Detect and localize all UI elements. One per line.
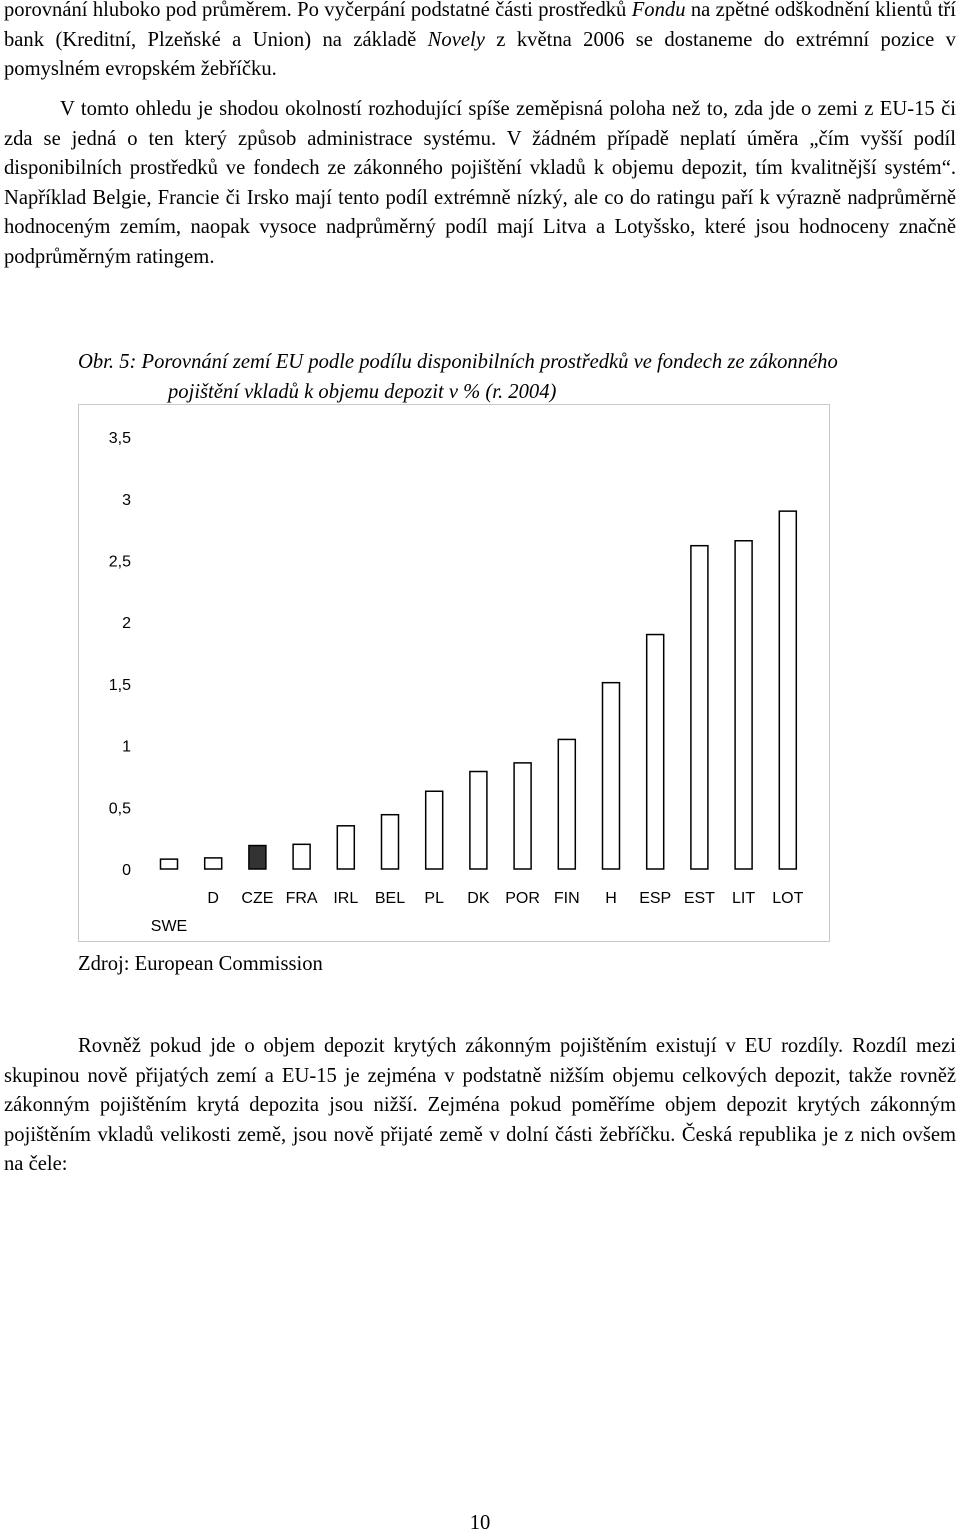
bar-fin — [558, 739, 575, 869]
x-tick-label-est: EST — [683, 890, 715, 907]
bar-por — [514, 763, 531, 869]
x-tick-label-pl: PL — [424, 890, 444, 907]
y-tick-label: 1 — [122, 738, 131, 756]
bar-chart-canvas — [79, 405, 830, 942]
x-tick-label-swe: SWE — [150, 918, 188, 935]
bar-cze — [249, 846, 266, 869]
para1-text-1: porovnání hluboko pod průměrem. Po vyčerpání podstatné části prostředků — [4, 0, 632, 21]
x-tick-label-h: H — [605, 890, 617, 907]
paragraph-intro — [4, 0, 956, 85]
bar-d — [205, 858, 222, 869]
bar-pl — [426, 791, 443, 869]
bar-h — [603, 683, 620, 869]
y-tick-label: 0 — [122, 862, 131, 879]
bar-bel — [382, 815, 399, 869]
paragraph-deposits: Rovněž pokud jde o objem depozit krytých zákonným pojištěním existují v EU rozdíly. Rozdíl mezi skupinou nově přijatých zemí a EU-15 je zejména v podstatně nižším objemu celkových depozit, takže rovněž zákonným pojištěním krytá depozita jsou nižší. Zejména pokud poměříme objem depozit krytých zákonným pojištěním vkladů velikosti země, jsou nově přijaté země v dolní části žebříčku. Česká republika je z nich ovšem na čele: — [4, 1035, 956, 1176]
bar-fra — [293, 844, 310, 869]
para1-text-3: z května 2006 se dostaneme do extrémní pozice v pomyslném evropském žebříčku. — [4, 28, 956, 81]
x-tick-label-por: POR — [505, 890, 540, 907]
figure-caption-line-2: pojištění vkladů k objemu depozit v % (r. 2004) — [168, 380, 557, 403]
y-tick-label: 1,5 — [108, 676, 131, 694]
para1-text-2: na zpětné odškodnění klientů tří bank (Kreditní, Plzeňské a Union) na základě — [4, 0, 956, 51]
bar-est — [691, 546, 708, 869]
bar-lit — [735, 541, 752, 869]
figure-caption — [78, 348, 958, 407]
y-tick-label: 0,5 — [108, 800, 131, 818]
bar-swe — [161, 859, 178, 869]
figure-source: Zdroj: European Commission — [78, 953, 323, 975]
x-tick-label-dk: DK — [467, 890, 490, 907]
y-tick-label: 3,5 — [108, 430, 131, 448]
x-tick-label-lit: LIT — [732, 890, 756, 907]
bar-esp — [647, 635, 664, 869]
bar-lot — [779, 511, 796, 869]
figure-caption-line-1: Obr. 5: Porovnání zemí EU podle podílu disponibilních prostředků ve fondech ze zákonného — [78, 351, 838, 373]
para1-italic-fondu: Fondu — [631, 0, 686, 21]
x-tick-label-bel: BEL — [374, 890, 406, 907]
y-tick-label: 3 — [122, 491, 131, 509]
page-number: 10 — [469, 1512, 491, 1534]
x-tick-label-fra: FRA — [285, 890, 318, 907]
bar-dk — [470, 772, 487, 869]
y-tick-label: 2 — [122, 615, 131, 633]
bar-irl — [337, 826, 354, 869]
x-tick-label-cze: CZE — [241, 890, 274, 907]
para1-italic-novely: Novely — [427, 28, 485, 51]
x-tick-label-esp: ESP — [639, 890, 672, 907]
x-tick-label-irl: IRL — [333, 890, 359, 907]
y-tick-label: 2,5 — [108, 553, 131, 571]
paragraph-geography: V tomto ohledu je shodou okolností rozhodující spíše zeměpisná poloha než to, zda jde o zemi z EU-15 či zda se jedná o ten který způsob administrace systému. V žádném případě neplatí úměra „čím vyšší podíl disponibilních prostředků ve fondech ze zákonného pojištění vkladů k objemu depozit, tím kvalitnější systém“. Například Belgie, Francie či Irsko mají tento podíl extrémně nízký, ale co do ratingu paří k výrazně nadprůměrně hodnoceným zemím, naopak vysoce nadprůměrný podíl mají Litva a Lotyšsko, které jsou hodnoceny značně podprůměrným ratingem. — [4, 98, 956, 268]
bar-chart — [78, 404, 830, 942]
x-tick-label-d: D — [207, 890, 219, 907]
x-tick-label-fin: FIN — [553, 890, 580, 907]
x-tick-label-lot: LOT — [772, 890, 804, 907]
